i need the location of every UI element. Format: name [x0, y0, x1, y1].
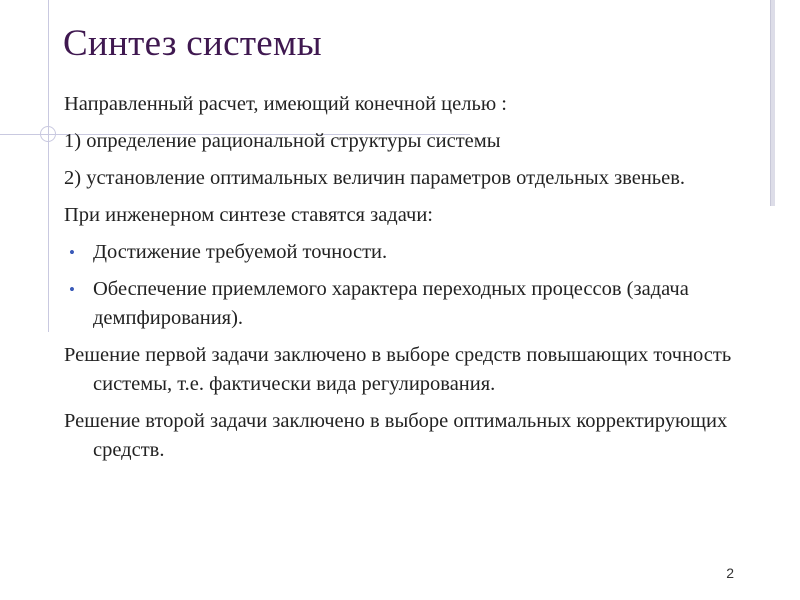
bullet-item — [64, 238, 754, 267]
conclusion-2: Решение второй задачи заключено в выборе оптимальных корректирующих средств. — [64, 410, 728, 461]
point-1: 1) определение рациональной структуры системы — [64, 130, 501, 152]
bullet-text: Обеспечение приемлемого характера переходных процессов (задача демпфирования). — [93, 278, 689, 329]
decor-vertical-line — [48, 0, 49, 332]
bullet-icon: • — [69, 280, 75, 299]
slide-content — [64, 90, 754, 473]
scroll-bar[interactable] — [770, 0, 775, 206]
point-2: 2) установление оптимальных величин параметров отдельных звеньев. — [64, 167, 686, 189]
page-number: 2 — [726, 565, 734, 581]
decor-circle — [40, 126, 56, 142]
bullet-text: Достижение требуемой точности. — [93, 241, 388, 263]
bullet-icon: • — [69, 243, 75, 262]
tasks-heading: При инженерном синтезе ставятся задачи: — [64, 204, 433, 226]
conclusion-1: Решение первой задачи заключено в выборе средств повышающих точность системы, т.е. фактически вида регулирования. — [64, 344, 732, 395]
bullet-item — [64, 275, 754, 333]
intro-line: Направленный расчет, имеющий конечной целью : — [64, 93, 507, 115]
slide-title: Синтез системы — [63, 23, 322, 64]
